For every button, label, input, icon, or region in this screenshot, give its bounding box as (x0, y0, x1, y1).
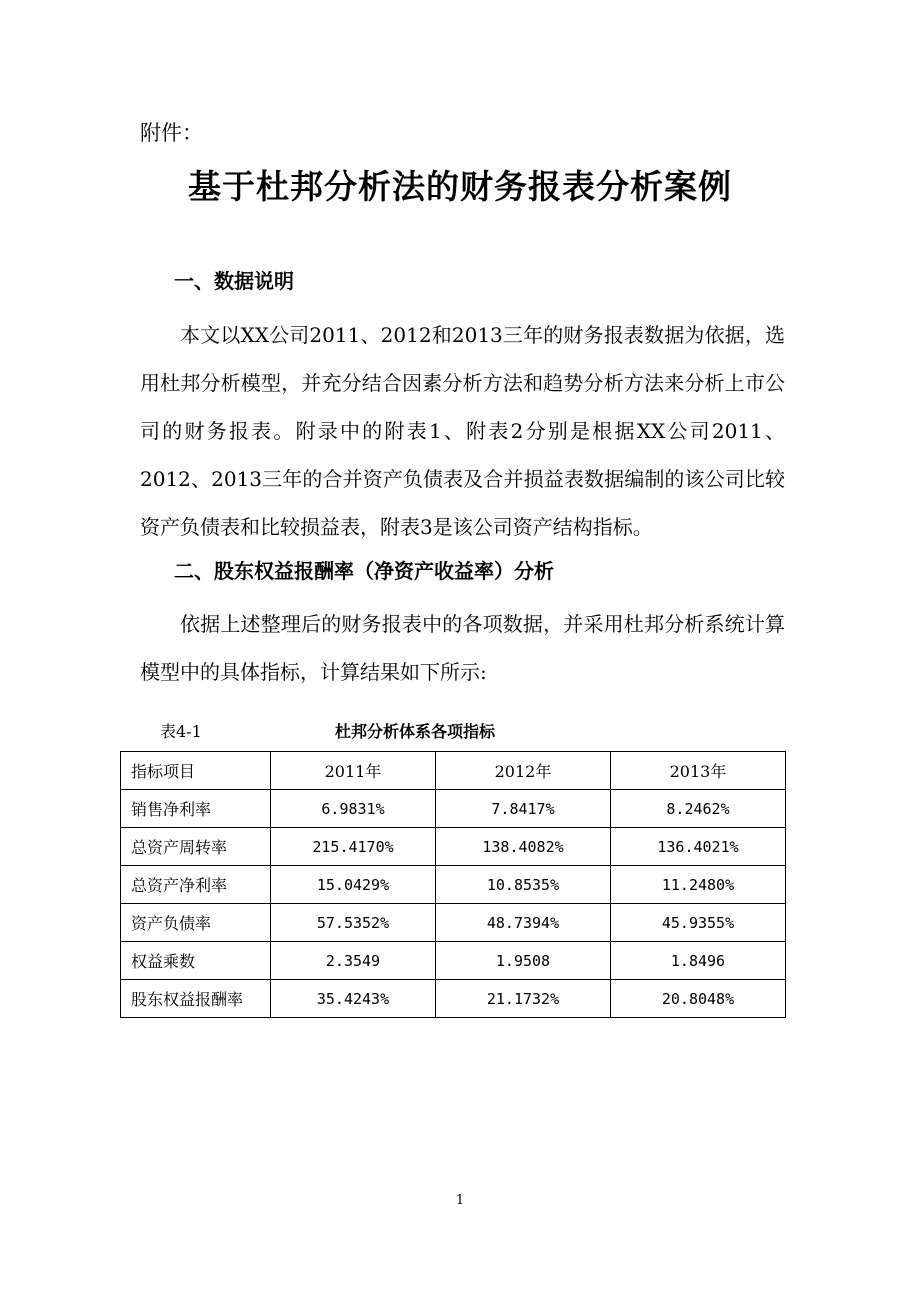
page-number: 1 (455, 1193, 465, 1208)
table-title: 杜邦分析体系各项指标 (335, 722, 496, 741)
table-cell: 20.8048% (611, 980, 786, 1018)
table-cell: 1.9508 (436, 942, 611, 980)
table-cell-label: 资产负债率 (121, 904, 271, 942)
paragraph-data-description: 本文以XX公司2011、2012和2013三年的财务报表数据为依据，选用杜邦分析模型，并充分结合因素分析方法和趋势分析方法来分析上市公司的财务报表。附录中的附表1、附表2分别是根据XX公司2011、2012、2013三年的合并资产负债表及合并损益表数据编制的该公司比较资产负债表和比较损益表，附表3是该公司资产结构指标。 (140, 323, 785, 539)
table-cell: 6.9831% (271, 790, 436, 828)
table-row (121, 980, 786, 1018)
table-number: 表4-1 (160, 722, 202, 741)
annex-label: 附件： (140, 121, 203, 145)
table-header-row (121, 752, 786, 790)
table-header-cell: 2011年 (271, 752, 436, 790)
table-row (121, 790, 786, 828)
table-row (121, 942, 786, 980)
paragraph-roe-analysis: 依据上述整理后的财务报表中的各项数据，并采用杜邦分析系统计算模型中的具体指标，计算结果如下所示: (140, 612, 785, 684)
table-cell: 215.4170% (271, 828, 436, 866)
table-header-cell: 2012年 (436, 752, 611, 790)
table-cell: 11.2480% (611, 866, 786, 904)
dupont-metrics-table (120, 751, 786, 1018)
table-cell-label: 销售净利率 (121, 790, 271, 828)
table-cell-label: 股东权益报酬率 (121, 980, 271, 1018)
table-cell: 138.4082% (436, 828, 611, 866)
table-cell: 136.4021% (611, 828, 786, 866)
table-cell: 7.8417% (436, 790, 611, 828)
table-header-cell: 指标项目 (121, 752, 271, 790)
table-caption (120, 720, 785, 746)
document-title: 基于杜邦分析法的财务报表分析案例 (188, 167, 732, 206)
table-cell: 8.2462% (611, 790, 786, 828)
table-cell: 57.5352% (271, 904, 436, 942)
table-cell-label: 总资产净利率 (121, 866, 271, 904)
table-row (121, 828, 786, 866)
table-cell: 2.3549 (271, 942, 436, 980)
table-cell: 48.7394% (436, 904, 611, 942)
table-cell: 35.4243% (271, 980, 436, 1018)
section-heading-roe-analysis: 二、股东权益报酬率（净资产收益率）分析 (174, 559, 554, 583)
table-cell: 1.8496 (611, 942, 786, 980)
section-heading-data-description: 一、数据说明 (174, 269, 294, 293)
table-cell-label: 总资产周转率 (121, 828, 271, 866)
table-cell: 15.0429% (271, 866, 436, 904)
table-cell: 10.8535% (436, 866, 611, 904)
table-header-cell: 2013年 (611, 752, 786, 790)
table-cell: 45.9355% (611, 904, 786, 942)
table-row (121, 866, 786, 904)
table-cell: 21.1732% (436, 980, 611, 1018)
table-cell-label: 权益乘数 (121, 942, 271, 980)
table-row (121, 904, 786, 942)
